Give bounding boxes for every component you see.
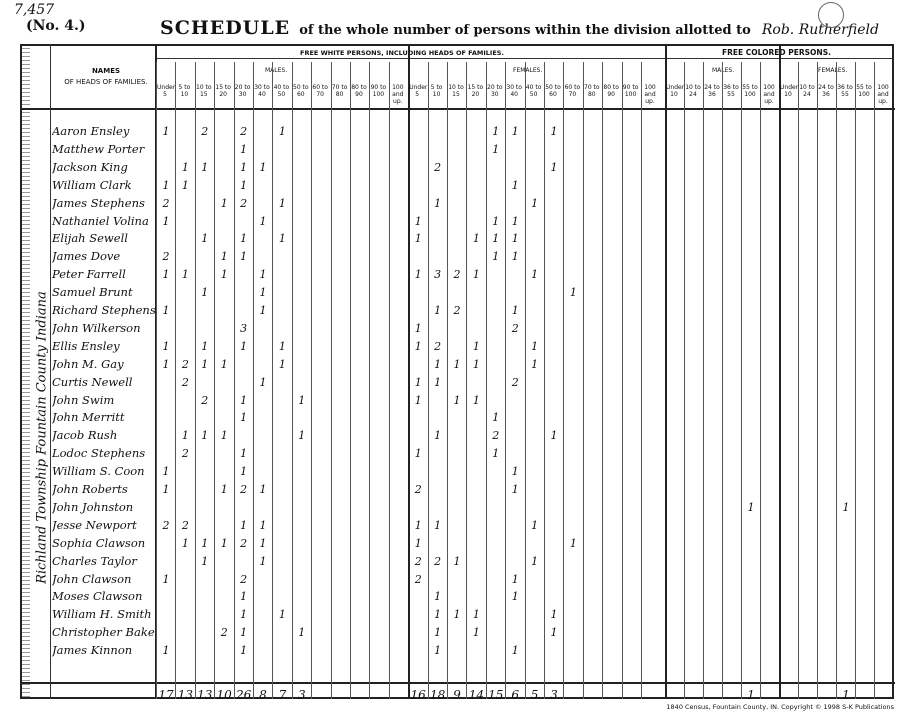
group-divider-line (408, 44, 410, 699)
tally-cell: 2 (434, 339, 442, 353)
tally-cell: 2 (181, 447, 189, 461)
tally-cell: 1 (278, 357, 286, 371)
head-of-family-name: James Dove (52, 249, 121, 264)
tally-cell: 1 (472, 339, 480, 353)
tally-cell: 1 (492, 411, 500, 425)
tally-cell: 1 (550, 626, 558, 640)
schedule-title: SCHEDULE (160, 17, 291, 39)
age-column-label: 60 to 70 (564, 84, 581, 98)
head-of-family-name: John Roberts (52, 482, 128, 496)
column-line (292, 62, 293, 699)
tally-cell: 1 (511, 250, 519, 264)
tally-cell: 1 (569, 286, 577, 300)
tally-cell: 1 (278, 608, 286, 622)
age-column-label: 55 to 100 (742, 84, 758, 98)
tally-cell: 1 (511, 483, 519, 496)
tally-cell: 1 (472, 393, 480, 407)
column-line (855, 62, 856, 699)
tally-cell: 1 (162, 304, 170, 317)
head-of-family-name: James Stephens (52, 195, 145, 210)
tally-cell: 1 (240, 411, 248, 425)
tally-cell: 1 (492, 447, 500, 461)
tally-cell: 2 (181, 375, 189, 389)
head-of-family-name: Sophia Clawson (52, 535, 146, 550)
tally-cell: 2 (414, 483, 422, 496)
males-header: MALES. (265, 67, 288, 74)
tally-cell: 1 (259, 518, 267, 532)
column-line (272, 62, 273, 699)
tally-cell: 1 (240, 142, 248, 156)
tally-cell: 1 (201, 536, 209, 550)
column-line (447, 62, 448, 699)
column-line (525, 62, 526, 699)
age-column-label: 10 to 15 (448, 84, 464, 98)
tally-cell: 2 (201, 125, 209, 138)
age-column-label: 20 to 30 (487, 84, 503, 98)
tally-cell: 1 (569, 536, 577, 550)
tally-cell: 2 (240, 196, 248, 210)
head-of-family-name: William H. Smith (52, 607, 152, 622)
tally-cell: 1 (453, 554, 461, 568)
tally-cell: 2 (434, 554, 442, 568)
tally-cell: 1 (201, 357, 209, 371)
age-column-label: Under 10 (780, 84, 799, 98)
head-of-family-name: Nathaniel Volina (52, 213, 149, 228)
age-column-label: 40 to 50 (525, 84, 542, 98)
age-column-label: 20 to 30 (234, 84, 251, 98)
schedule-title-line (160, 17, 879, 39)
tally-cell: 1 (842, 500, 850, 514)
column-total: 14 (468, 688, 485, 702)
tally-cell: 1 (434, 590, 442, 604)
column-total: 6 (511, 688, 519, 702)
column-line (466, 62, 467, 699)
tally-cell: 2 (240, 483, 248, 496)
tally-cell: 1 (531, 518, 539, 532)
tally-cell: 1 (298, 626, 306, 640)
tally-cell: 1 (162, 572, 170, 586)
tally-cell: 1 (511, 125, 519, 138)
tally-cell: 2 (492, 429, 500, 443)
division-handwritten: Rob. Rutherfield (761, 22, 879, 38)
age-column-label: 30 to 40 (254, 84, 270, 98)
tally-cell: 1 (414, 518, 422, 532)
age-column-label: 5 to 10 (430, 84, 443, 98)
free-colored-header: FREE COLORED PERSONS. (722, 48, 831, 57)
tally-cell: 2 (453, 304, 461, 317)
tally-cell: 1 (240, 393, 248, 407)
column-total: 10 (216, 688, 232, 702)
age-column-label: 10 to 24 (799, 84, 815, 98)
head-of-family-name: John Clawson (52, 571, 132, 586)
tally-cell: 1 (259, 483, 267, 496)
tally-cell: 1 (201, 160, 209, 174)
tally-cell: 1 (531, 357, 539, 371)
tally-cell: 1 (453, 393, 461, 407)
copyright-footer: 1840 Census, Fountain County, IN. Copyright © 1998 S-K Publications (666, 703, 894, 711)
age-column-label: 10 to 15 (196, 84, 212, 98)
column-total: 5 (530, 688, 539, 702)
column-total: 13 (177, 688, 194, 702)
age-column-label: 5 to 10 (178, 84, 191, 98)
tally-cell: 1 (472, 232, 480, 246)
tally-cell: 1 (511, 178, 519, 192)
colored-females-header: FEMALES. (818, 67, 848, 74)
age-column-label: 30 to 40 (506, 84, 522, 98)
column-total: 1 (842, 688, 850, 702)
column-total: 1 (747, 688, 755, 702)
tally-cell: 1 (414, 321, 422, 335)
head-of-family-name: Richard Stephens (52, 303, 156, 317)
tally-cell: 1 (278, 196, 286, 210)
tally-cell: 1 (550, 608, 558, 622)
tally-cell: 1 (259, 214, 267, 228)
tally-cell: 1 (453, 608, 461, 622)
tally-cell: 1 (434, 644, 442, 658)
tally-cell: 2 (240, 536, 248, 550)
column-line (331, 62, 332, 699)
tally-cell: 1 (240, 447, 248, 461)
tally-cell: 1 (181, 178, 189, 192)
tally-cell: 1 (434, 357, 442, 371)
tally-cell: 2 (434, 160, 442, 174)
head-of-family-name: Samuel Brunt (52, 285, 133, 300)
group-divider-line (665, 44, 667, 699)
tally-cell: 2 (162, 518, 170, 532)
tally-cell: 1 (201, 339, 209, 353)
age-column-label: 36 to 55 (723, 84, 739, 98)
tally-cell: 1 (472, 608, 480, 622)
tally-cell: 1 (531, 339, 539, 353)
tally-cell: 1 (181, 268, 189, 282)
tally-cell: 1 (434, 518, 442, 532)
head-of-family-name: Lodoc Stephens (52, 446, 146, 461)
column-line (703, 62, 704, 699)
tally-cell: 1 (414, 339, 422, 353)
tally-cell: 1 (550, 429, 558, 443)
column-line (798, 62, 799, 699)
names-column-header (58, 66, 154, 88)
tally-cell: 1 (220, 250, 228, 264)
schedule-number: (No. 4.) (26, 18, 86, 34)
age-column-label: 24 to 36 (818, 84, 834, 98)
rule-under-header (20, 108, 895, 110)
tally-cell: 1 (240, 232, 248, 246)
margin-strip (22, 46, 30, 697)
column-line (760, 62, 761, 699)
head-of-family-name: John Johnston (52, 499, 134, 514)
tally-cell: 1 (492, 250, 500, 264)
rule-above-totals (20, 682, 895, 684)
tally-cell: 1 (492, 142, 500, 156)
tally-cell: 1 (414, 393, 422, 407)
tally-cell: 3 (240, 321, 248, 335)
tally-cell: 2 (181, 518, 189, 532)
tally-cell: 1 (240, 518, 248, 532)
rule-under-groups (155, 58, 894, 59)
tally-cell: 1 (240, 250, 248, 264)
age-column-label: 15 to 20 (215, 84, 231, 98)
tally-cell: 2 (240, 572, 248, 586)
head-of-family-name: Elijah Sewell (52, 231, 128, 246)
column-line (602, 62, 603, 699)
head-of-family-name: Christopher Bake (52, 625, 155, 640)
tally-cell: 1 (531, 196, 539, 210)
tally-cell: 1 (259, 536, 267, 550)
tally-cell: 1 (162, 644, 170, 658)
column-line (214, 62, 215, 699)
age-column-label: 40 to 50 (273, 84, 290, 98)
column-line (641, 62, 642, 699)
tally-cell: 1 (414, 232, 422, 246)
head-of-family-name: Charles Taylor (52, 553, 137, 568)
tally-cell: 1 (531, 554, 539, 568)
column-line (684, 62, 685, 699)
head-of-family-name: Jesse Newport (52, 517, 137, 532)
age-column-label: Under 5 (409, 84, 428, 98)
tally-cell: 1 (220, 429, 228, 443)
tally-cell: 1 (162, 465, 170, 479)
tally-cell: 2 (511, 321, 519, 335)
tally-cell: 1 (414, 447, 422, 461)
tally-cell: 1 (162, 483, 170, 496)
tally-cell: 1 (511, 465, 519, 479)
tally-cell: 1 (240, 644, 248, 658)
column-total: 8 (259, 688, 267, 702)
tally-cell: 1 (162, 357, 170, 371)
tally-cell: 2 (511, 375, 519, 389)
tally-cell: 1 (240, 465, 248, 479)
tally-cell: 1 (550, 160, 558, 174)
tally-cell: 1 (453, 357, 461, 371)
tally-cell: 1 (472, 357, 480, 371)
column-line (369, 62, 370, 699)
tally-cell: 1 (220, 196, 228, 210)
tally-cell: 1 (240, 339, 248, 353)
head-of-family-name: Matthew Porter (52, 141, 145, 156)
tally-cell: 1 (181, 536, 189, 550)
tally-cell: 1 (472, 626, 480, 640)
females-header: FEMALES. (513, 67, 543, 74)
head-of-family-name: John Wilkerson (52, 320, 141, 335)
column-line (544, 62, 545, 699)
stamp-icon (818, 2, 844, 28)
tally-cell: 1 (511, 232, 519, 246)
margin-note: Richland Township Fountain County Indiana (34, 291, 50, 584)
tally-cell: 1 (278, 125, 286, 138)
column-total: 9 (453, 688, 461, 702)
age-column-label: 24 to 36 (704, 84, 720, 98)
tally-cell: 1 (434, 375, 442, 389)
age-column-label: 55 to 100 (856, 84, 872, 98)
tally-cell: 1 (511, 644, 519, 658)
tally-cell: 1 (472, 268, 480, 282)
age-column-label: 80 to 90 (351, 84, 367, 98)
tally-cell: 1 (278, 232, 286, 246)
column-line (563, 62, 564, 699)
tally-cell: 2 (414, 554, 422, 568)
column-line (874, 62, 875, 699)
tally-cell: 1 (181, 429, 189, 443)
column-total: 3 (550, 688, 558, 702)
age-column-label: 50 to 60 (293, 84, 309, 98)
age-column-label: 50 to 60 (545, 84, 561, 98)
age-column-label: 90 to 100 (622, 84, 639, 98)
tally-cell: 1 (414, 268, 422, 282)
column-line (583, 62, 584, 699)
schedule-title-rest: of the whole number of persons within the division allotted to (299, 23, 751, 38)
tally-cell: 1 (511, 214, 519, 228)
tally-cell: 2 (162, 196, 170, 210)
tally-cell: 1 (511, 572, 519, 586)
age-column-label: 100 and up. (644, 84, 656, 105)
tally-cell: 1 (259, 286, 267, 300)
column-line (817, 62, 818, 699)
tally-cell: 1 (162, 214, 170, 228)
age-column-label: 70 to 80 (331, 84, 348, 98)
head-of-family-name: John Swim (52, 392, 115, 407)
names-header: NAMES (91, 67, 121, 75)
tally-cell: 1 (162, 339, 170, 353)
group-divider-line (779, 44, 781, 699)
tally-cell: 3 (434, 268, 442, 282)
tally-cell: 1 (511, 304, 519, 317)
column-total: 15 (488, 688, 504, 702)
tally-cell: 1 (220, 536, 228, 550)
tally-cell: 1 (492, 125, 500, 138)
age-column-label: Under 10 (666, 84, 685, 98)
tally-cell: 1 (278, 339, 286, 353)
tally-cell: 1 (240, 626, 248, 640)
head-of-family-name: John Merritt (52, 410, 125, 425)
column-line (741, 62, 742, 699)
tally-cell: 1 (550, 125, 558, 138)
tally-cell: 2 (414, 572, 422, 586)
tally-cell: 1 (298, 429, 306, 443)
head-of-family-name: Aaron Ensley (52, 124, 130, 138)
age-column-label: 100 and up. (763, 84, 775, 105)
tally-cell: 1 (434, 304, 442, 317)
tally-cell: 1 (201, 554, 209, 568)
tally-cell: 1 (434, 626, 442, 640)
tally-cell: 1 (201, 286, 209, 300)
tally-cell: 1 (181, 160, 189, 174)
column-total: 7 (278, 688, 287, 702)
tally-cell: 1 (492, 214, 500, 228)
head-of-family-name: William S. Coon (52, 464, 145, 479)
tally-cell: 1 (298, 393, 306, 407)
column-line (622, 62, 623, 699)
tally-cell: 1 (240, 608, 248, 622)
names-subheader: OF HEADS OF FAMILIES. (64, 78, 148, 86)
tally-cell: 1 (240, 160, 248, 174)
age-column-label: 15 to 20 (467, 84, 484, 98)
tally-cell: 1 (162, 125, 170, 138)
head-of-family-name: Moses Clawson (52, 589, 143, 604)
age-column-label: 70 to 80 (584, 84, 600, 98)
head-of-family-name: James Kinnon (52, 643, 133, 658)
tally-cell: 1 (259, 375, 267, 389)
age-column-label: Under 5 (157, 84, 176, 98)
age-column-label: 90 to 100 (370, 84, 387, 98)
column-line (389, 62, 390, 699)
column-total: 26 (235, 688, 252, 702)
age-column-label: 60 to 70 (312, 84, 328, 98)
column-line (722, 62, 723, 699)
column-total: . (377, 688, 382, 702)
column-total: 13 (197, 688, 213, 702)
tally-cell: 1 (240, 178, 248, 192)
tally-cell: 1 (201, 232, 209, 246)
column-line (311, 62, 312, 699)
tally-cell: 1 (259, 160, 267, 174)
tally-cell: 1 (162, 178, 170, 192)
age-column-label: 36 to 55 (837, 84, 853, 98)
column-total: 3 (297, 688, 306, 702)
tally-cell: 2 (201, 393, 209, 407)
tally-cell: 1 (220, 357, 228, 371)
tally-cell: 1 (511, 590, 519, 604)
tally-cell: 2 (162, 250, 170, 264)
column-line (836, 62, 837, 699)
head-of-family-name: John M. Gay (52, 356, 124, 371)
column-total: 18 (429, 688, 446, 702)
tally-cell: 2 (240, 125, 248, 138)
tally-cell: 2 (220, 626, 228, 640)
tally-cell: 1 (259, 554, 267, 568)
head-of-family-name: Peter Farrell (52, 267, 126, 282)
column-line (156, 62, 157, 699)
tally-cell: 1 (531, 268, 539, 282)
tally-cell: 1 (259, 304, 267, 317)
tally-cell: 1 (434, 429, 442, 443)
tally-cell: 1 (259, 268, 267, 282)
tally-cell: 1 (201, 429, 209, 443)
head-of-family-name: William Clark (52, 177, 132, 192)
column-total: 17 (158, 688, 174, 702)
tally-cell: 1 (492, 232, 500, 246)
age-column-label: 10 to 24 (685, 84, 701, 98)
tally-cell: 1 (240, 590, 248, 604)
column-total: 16 (410, 688, 426, 702)
tally-cell: 1 (414, 536, 422, 550)
column-line (195, 62, 196, 699)
tally-cell: 1 (747, 500, 755, 514)
names-column-line (50, 44, 51, 699)
age-column-label: 80 to 90 (603, 84, 619, 98)
column-line (350, 62, 351, 699)
tally-cell: 1 (434, 196, 442, 210)
tally-cell: 2 (453, 268, 461, 282)
tally-cell: 1 (414, 375, 422, 389)
head-of-family-name: Jackson King (52, 159, 128, 174)
tally-cell: 1 (220, 483, 228, 496)
head-of-family-name: Ellis Ensley (52, 338, 120, 353)
page-ref: 7,457 (14, 2, 55, 18)
tally-cell: 2 (181, 357, 189, 371)
tally-cell: 1 (434, 608, 442, 622)
age-column-label: 100 and up. (877, 84, 889, 105)
tally-cell: 1 (414, 214, 422, 228)
tally-cell: 1 (220, 268, 228, 282)
head-of-family-name: Jacob Rush (52, 428, 118, 443)
tally-cell: 1 (162, 268, 170, 282)
colored-males-header: MALES. (712, 67, 735, 74)
head-of-family-name: Curtis Newell (52, 374, 133, 389)
free-white-header: FREE WHITE PERSONS, INCLUDING HEADS OF FAMILIES. (300, 49, 504, 57)
age-column-label: 100 and up. (392, 84, 404, 105)
